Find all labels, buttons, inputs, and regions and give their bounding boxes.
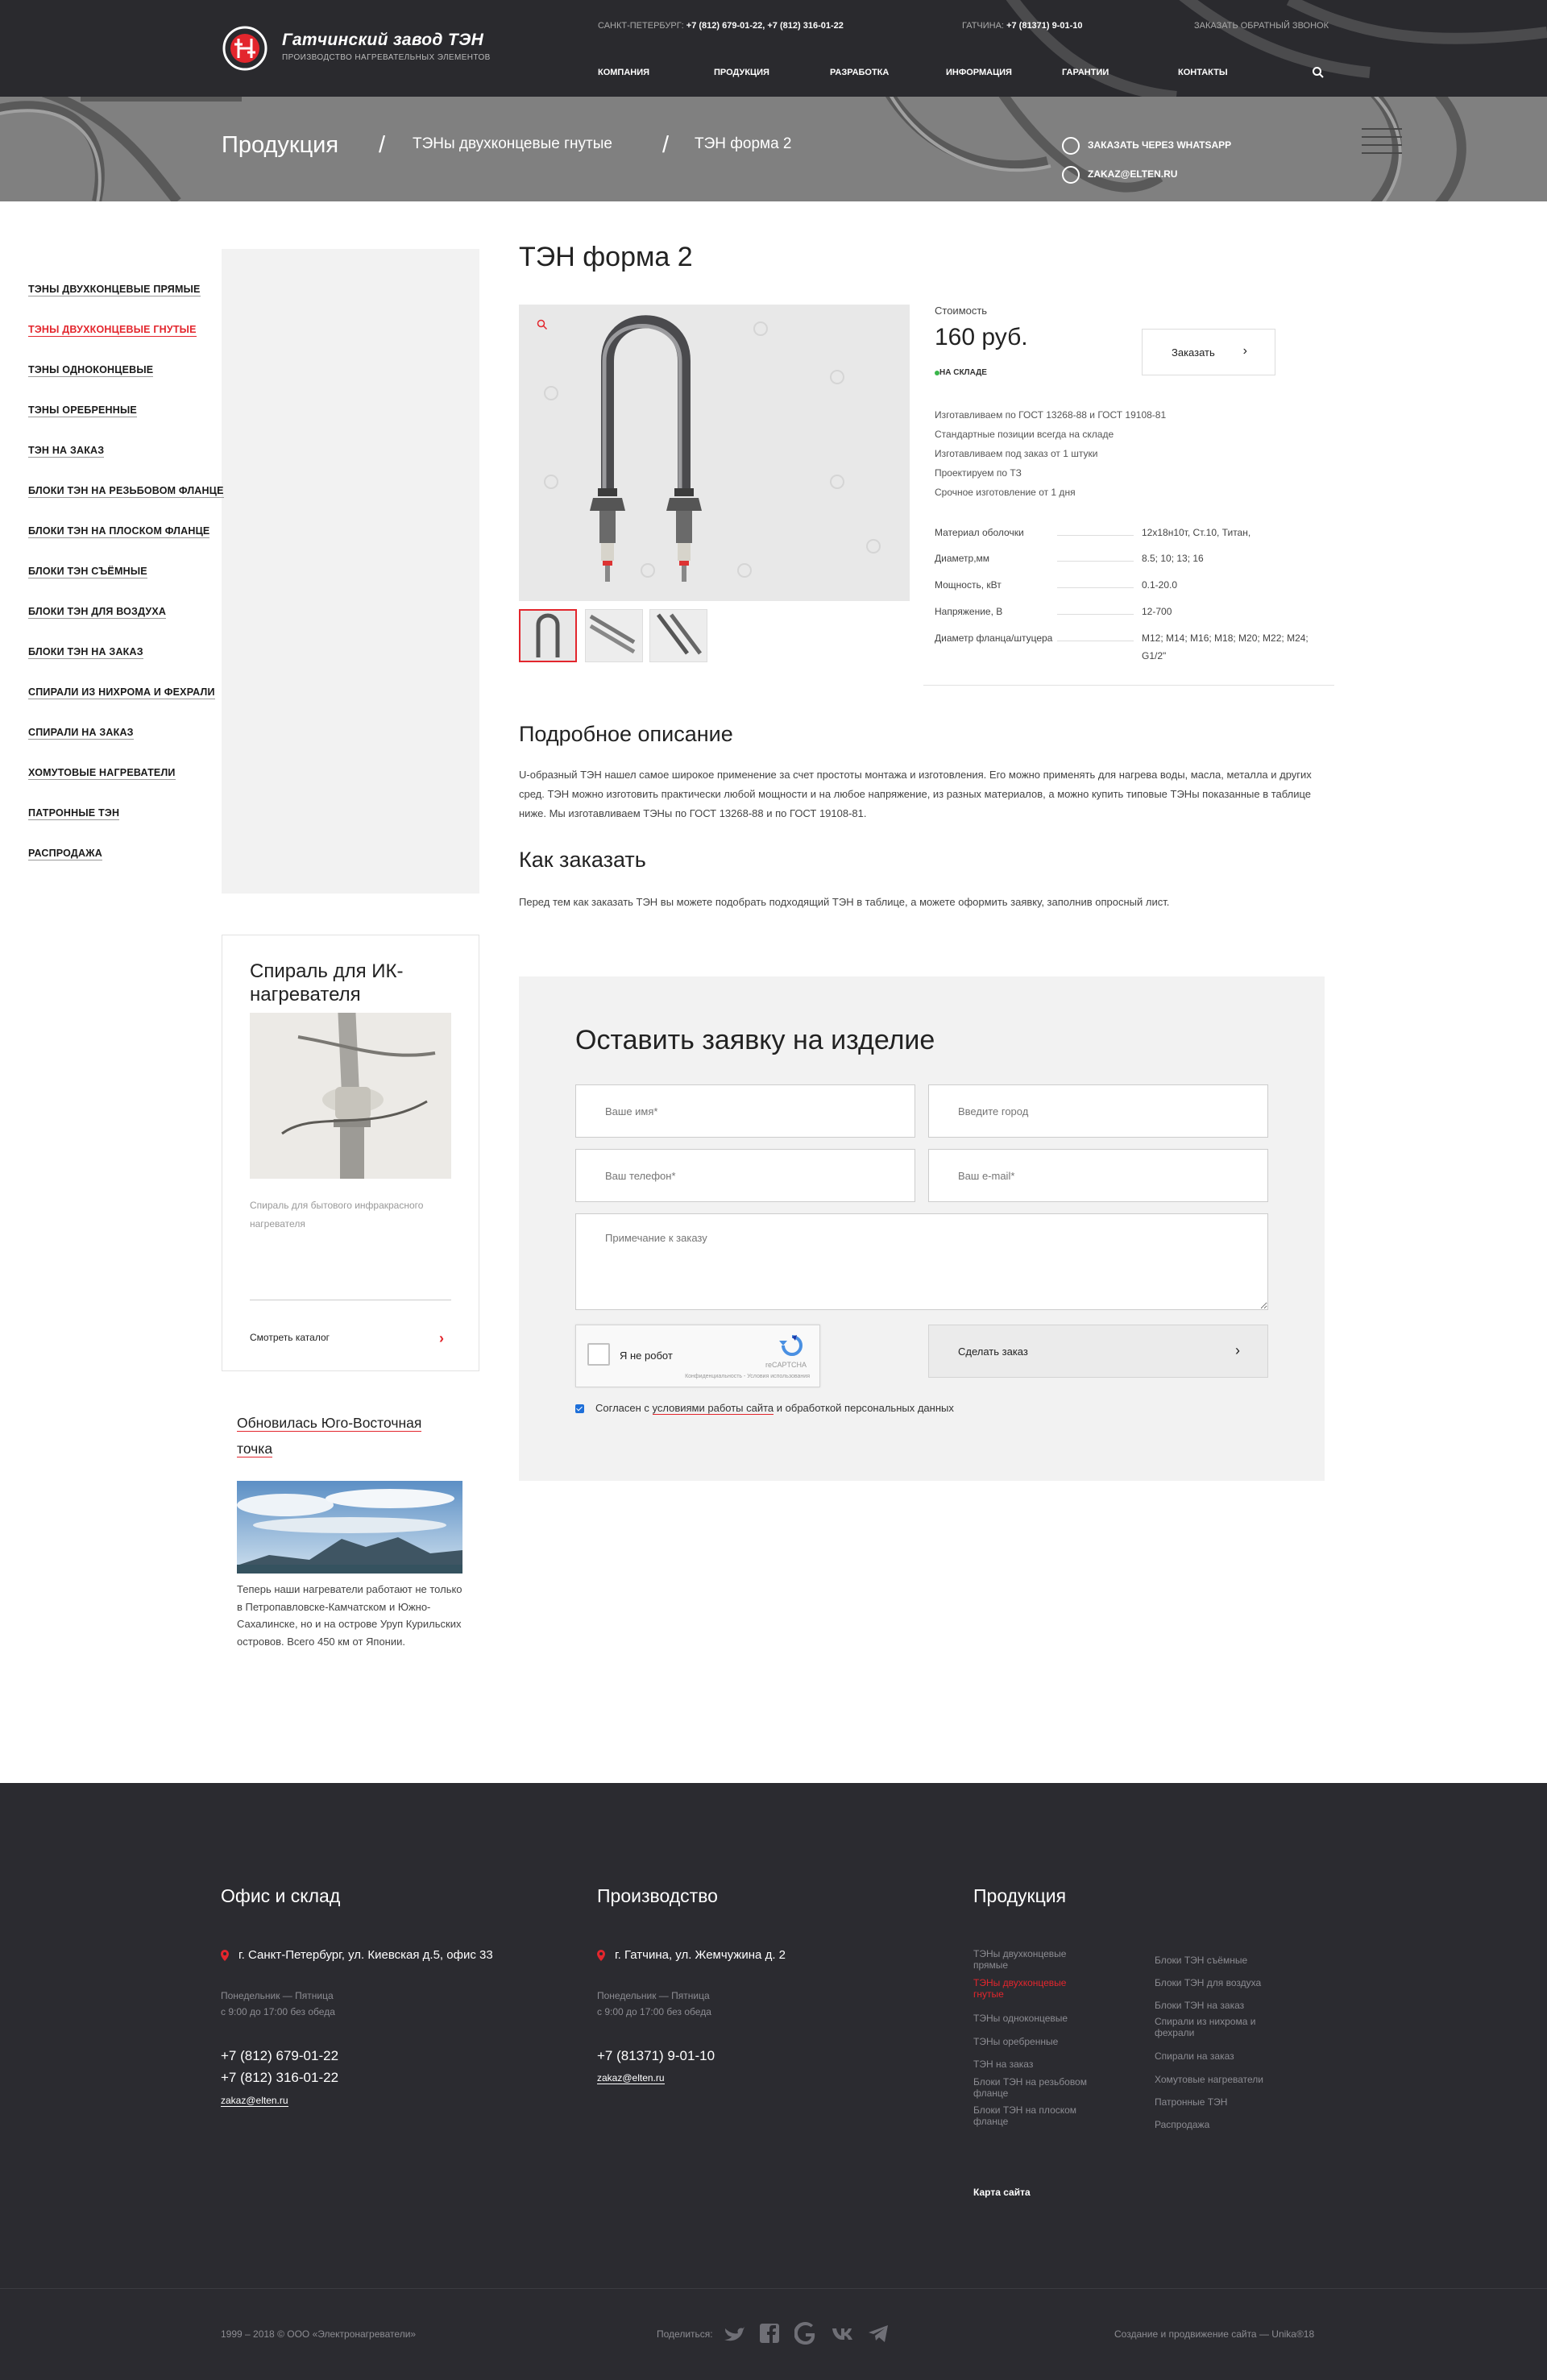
submit-order-button[interactable] [928, 1325, 1268, 1378]
footer-production-hours: Понедельник — Пятница с 9:00 до 17:00 без обеда [597, 1990, 711, 2017]
email-link[interactable] [1062, 166, 1177, 184]
feature-item: Изготавливаем под заказ от 1 штуки [935, 448, 1098, 459]
nav-contacts[interactable]: КОНТАКТЫ [1178, 68, 1228, 77]
breadcrumb-separator: / [379, 132, 386, 158]
spec-leader [1057, 535, 1134, 536]
spec-leader [1057, 587, 1134, 588]
consent-text-pre: Согласен с [595, 1402, 653, 1414]
sidebar-item[interactable]: БЛОКИ ТЭН НА РЕЗЬБОВОМ ФЛАНЦЕ [28, 485, 224, 496]
sidebar-item[interactable]: ТЭНЫ ДВУХКОНЦЕВЫЕ ПРЯМЫЕ [28, 284, 201, 295]
consent-checkbox[interactable] [575, 1404, 584, 1413]
spec-value: М12; М14; М16; М18; М20; М22; М24; G1/2" [1142, 632, 1309, 661]
whatsapp-label: ЗАКАЗАТЬ ЧЕРЕЗ WHATSAPP [1088, 139, 1232, 151]
spec-value: 8.5; 10; 13; 16 [1142, 553, 1204, 564]
description-heading: Подробное описание [519, 722, 733, 746]
recaptcha-widget[interactable] [575, 1325, 820, 1387]
spec-label: Материал оболочки [935, 527, 1024, 538]
gatchina-phone[interactable] [962, 21, 1083, 31]
nav-information[interactable]: ИНФОРМАЦИЯ [946, 68, 1012, 77]
promo-image[interactable] [250, 1013, 451, 1179]
thumbnail-1[interactable] [519, 609, 577, 662]
sidebar-item[interactable]: ТЭН НА ЗАКАЗ [28, 445, 105, 456]
product-title: ТЭН форма 2 [519, 242, 693, 272]
feature-item: Изготавливаем по ГОСТ 13268-88 и ГОСТ 19108-81 [935, 409, 1167, 421]
name-input[interactable] [575, 1084, 915, 1138]
sidebar-item[interactable]: СПИРАЛИ НА ЗАКАЗ [28, 727, 134, 738]
nav-products[interactable]: ПРОДУКЦИЯ [714, 68, 769, 77]
feature-item: Срочное изготовление от 1 дня [935, 487, 1076, 498]
thumbnail-3[interactable] [649, 609, 707, 662]
sidebar-item[interactable]: ПАТРОННЫЕ ТЭН [28, 807, 120, 819]
spb-phones[interactable] [598, 21, 844, 31]
footer-phone[interactable]: +7 (812) 679-01-22 [221, 2048, 339, 2063]
recaptcha-label: Я не робот [620, 1350, 673, 1362]
sidebar-item[interactable]: ТЭНЫ ОДНОКОНЦЕВЫЕ [28, 364, 154, 375]
footer-product-link[interactable]: Блоки ТЭН на плоском фланце [973, 2104, 1077, 2127]
news-text: Теперь наши нагреватели работают не только в Петропавловске-Камчатском и Южно-Сахалинске, но и на острове Уруп Курильских островов. Всего 450 км от Японии. [237, 1583, 462, 1648]
chevron-right-icon: › [1235, 1342, 1240, 1358]
sidebar-item[interactable]: ТЭНЫ ДВУХКОНЦЕВЫЕ ГНУТЫЕ [28, 324, 197, 335]
logo-icon[interactable] [221, 24, 269, 73]
footer-product-link[interactable]: Хомутовые нагреватели [1155, 2074, 1263, 2085]
recaptcha-logo-icon [776, 1333, 808, 1358]
google-icon[interactable] [794, 2322, 817, 2345]
thumbnail-2[interactable] [585, 609, 643, 662]
email-label: ZAKAZ@ELTEN.RU [1088, 168, 1178, 180]
location-pin-icon [221, 1950, 229, 1961]
recaptcha-brand: reCAPTCHA [765, 1361, 807, 1369]
footer-product-link[interactable]: ТЭНы оребренные [973, 2036, 1059, 2047]
sidebar-item[interactable]: БЛОКИ ТЭН ДЛЯ ВОЗДУХА [28, 606, 167, 617]
order-note-textarea[interactable] [575, 1213, 1268, 1310]
footer-product-link[interactable]: Блоки ТЭН съёмные [1155, 1955, 1248, 1966]
sidebar-item[interactable]: СПИРАЛИ ИЗ НИХРОМА И ФЕХРАЛИ [28, 686, 215, 698]
spec-leader [1057, 561, 1134, 562]
footer-office-email[interactable]: zakaz@elten.ru [221, 2095, 288, 2106]
submit-label: Сделать заказ [958, 1345, 1028, 1358]
product-main-image[interactable] [519, 305, 910, 601]
footer-product-link[interactable]: ТЭНы двухконцевые гнутые [973, 1977, 1067, 2000]
location-pin-icon [597, 1950, 605, 1961]
phone-input[interactable] [575, 1149, 915, 1202]
sidebar-item[interactable]: ХОМУТОВЫЕ НАГРЕВАТЕЛИ [28, 767, 176, 778]
spec-value: 12-700 [1142, 606, 1172, 617]
footer-product-link[interactable]: Спирали из нихрома и фехрали [1155, 2016, 1256, 2038]
divider [923, 685, 1334, 686]
footer-production-address: г. Гатчина, ул. Жемчужина д. 2 [597, 1948, 786, 1962]
consent-row[interactable] [575, 1402, 954, 1414]
footer-product-link[interactable]: ТЭНы двухконцевые прямые [973, 1948, 1067, 1971]
how-to-order-heading: Как заказать [519, 848, 646, 872]
recaptcha-terms[interactable]: Конфиденциальность - Условия использования [685, 1374, 810, 1379]
footer-product-link[interactable]: Патронные ТЭН [1155, 2096, 1228, 2108]
footer-phone[interactable]: +7 (812) 316-01-22 [221, 2070, 339, 2085]
spb-phone-numbers[interactable]: +7 (812) 679-01-22, +7 (812) 316-01-22 [686, 21, 844, 31]
breadcrumb-category[interactable]: ТЭНы двухконцевые гнутые [413, 135, 612, 152]
footer-product-link[interactable]: Блоки ТЭН для воздуха [1155, 1977, 1262, 1988]
footer-office-phones[interactable] [221, 2045, 338, 2088]
spec-label: Напряжение, В [935, 606, 1003, 617]
chevron-right-icon[interactable]: › [439, 1330, 444, 1346]
facebook-icon[interactable] [758, 2322, 781, 2345]
footer-product-link[interactable]: Спирали на заказ [1155, 2050, 1234, 2062]
feature-item: Стандартные позиции всегда на складе [935, 429, 1114, 440]
order-button-label: Заказать [1172, 346, 1215, 359]
sidebar-catalog [222, 249, 479, 894]
footer-product-link[interactable]: ТЭН на заказ [973, 2059, 1034, 2070]
spec-value: 0.1-20.0 [1142, 579, 1178, 591]
consent-text-post: и обработкой персональных данных [774, 1402, 954, 1414]
footer-office-title: Офис и склад [221, 1885, 341, 1906]
brand-subtitle: ПРОИЗВОДСТВО НАГРЕВАТЕЛЬНЫХ ЭЛЕМЕНТОВ [282, 53, 491, 62]
sidebar-item[interactable]: ТЭНЫ ОРЕБРЕННЫЕ [28, 404, 137, 416]
breadcrumb-products[interactable]: Продукция [222, 132, 339, 158]
news-image[interactable] [237, 1481, 462, 1574]
nav-guarantees[interactable]: ГАРАНТИИ [1062, 68, 1109, 77]
developer-credit[interactable]: Создание и продвижение сайта — Unika®18 [1114, 2328, 1315, 2340]
sidebar-item[interactable]: РАСПРОДАЖА [28, 848, 102, 859]
city-input[interactable] [928, 1084, 1268, 1138]
site-header [0, 0, 1547, 97]
whatsapp-order-link[interactable] [1062, 137, 1231, 155]
spec-label: Диаметр фланца/штуцера [935, 632, 1053, 644]
price-label: Стоимость [935, 305, 988, 317]
recaptcha-checkbox[interactable] [587, 1343, 610, 1366]
order-form [519, 976, 1325, 1481]
brand-title[interactable]: Гатчинский завод ТЭН [282, 31, 484, 49]
feature-item: Проектируем по ТЗ [935, 467, 1022, 479]
spec-leader [1057, 614, 1134, 615]
callback-link[interactable]: ЗАКАЗАТЬ ОБРАТНЫЙ ЗВОНОК [1194, 21, 1329, 31]
mail-icon [1062, 166, 1080, 184]
spec-label: Мощность, кВт [935, 579, 1002, 591]
promo-catalog-link[interactable]: Смотреть каталог [250, 1332, 330, 1343]
sidebar-item[interactable]: БЛОКИ ТЭН НА ПЛОСКОМ ФЛАНЦЕ [28, 525, 210, 537]
footer-products-title: Продукция [973, 1885, 1067, 1906]
spec-label: Диаметр,мм [935, 553, 990, 564]
footer-office-hours: Понедельник — Пятница с 9:00 до 17:00 без обеда [221, 1990, 335, 2017]
footer-production-email[interactable]: zakaz@elten.ru [597, 2072, 665, 2084]
news-title[interactable]: Обновилась Юго-Восточная точка [237, 1415, 422, 1457]
sidebar-item[interactable]: БЛОКИ ТЭН НА ЗАКАЗ [28, 646, 143, 657]
spb-label: САНКТ-ПЕТЕРБУРГ: [598, 21, 684, 31]
footer-production-title: Производство [597, 1885, 718, 1906]
divider [0, 2288, 1547, 2289]
form-title: Оставить заявку на изделие [575, 1025, 935, 1055]
sidebar-item[interactable]: БЛОКИ ТЭН СЪЁМНЫЕ [28, 566, 147, 577]
description-text: U-образный ТЭН нашел самое широкое применение за счет простоты монтажа и изготовления. Его можно применять для нагрева воды, масла, металла и других сред. ТЭН можно изготовить практически любой мощности и на любое напряжение, из разных материалов, а можно купить типовые ТЭНы показанные в таблице ниже. Мы изготавливаем ТЭНы по ГОСТ 13268-88 и по ГОСТ 19108-81. [519, 769, 1312, 819]
search-icon[interactable] [1312, 66, 1325, 79]
spec-value: 12х18н10т, Ст.10, Титан, [1142, 527, 1251, 538]
promo-card[interactable] [222, 935, 479, 1371]
copyright: 1999 – 2018 © ООО «Электронагреватели» [221, 2328, 417, 2340]
breadcrumb-current: ТЭН форма 2 [695, 135, 792, 152]
order-button[interactable] [1142, 329, 1275, 375]
product-price: 160 руб. [935, 324, 1028, 350]
promo-description: Спираль для бытового инфракрасного нагревателя [250, 1200, 424, 1229]
footer-product-link[interactable]: Блоки ТЭН на резьбовом фланце [973, 2076, 1087, 2099]
footer-office-address: г. Санкт-Петербург, ул. Киевская д.5, офис 33 [221, 1948, 493, 1962]
sitemap-link[interactable]: Карта сайта [973, 2187, 1031, 2198]
promo-title[interactable]: Спираль для ИК-нагревателя [250, 960, 404, 1005]
breadcrumb-separator: / [662, 132, 670, 158]
gatchina-label: ГАТЧИНА: [962, 21, 1004, 31]
zoom-icon[interactable] [537, 319, 548, 333]
vk-icon[interactable] [831, 2322, 853, 2345]
stock-status: НА СКЛАДЕ [939, 368, 987, 377]
footer-production-phone[interactable]: +7 (81371) 9-01-10 [597, 2048, 715, 2063]
terms-link[interactable]: условиями работы сайта [652, 1402, 774, 1414]
footer-product-link[interactable]: Распродажа [1155, 2119, 1210, 2130]
telegram-icon[interactable] [867, 2322, 890, 2345]
footer-product-link[interactable]: ТЭНы одноконцевые [973, 2013, 1068, 2024]
nav-development[interactable]: РАЗРАБОТКА [830, 68, 890, 77]
gatchina-phone-number[interactable]: +7 (81371) 9-01-10 [1006, 21, 1083, 31]
nav-company[interactable]: КОМПАНИЯ [598, 68, 650, 77]
email-input[interactable] [928, 1149, 1268, 1202]
twitter-icon[interactable] [722, 2322, 744, 2345]
share-label: Поделиться: [657, 2328, 713, 2340]
footer-product-link[interactable]: Блоки ТЭН на заказ [1155, 2000, 1245, 2011]
how-to-order-text: Перед тем как заказать ТЭН вы можете подобрать подходящий ТЭН в таблице, а можете оформить заявку, заполнив опросный лист. [519, 896, 1170, 908]
whatsapp-icon [1062, 137, 1080, 155]
chevron-right-icon: › [1242, 344, 1247, 358]
